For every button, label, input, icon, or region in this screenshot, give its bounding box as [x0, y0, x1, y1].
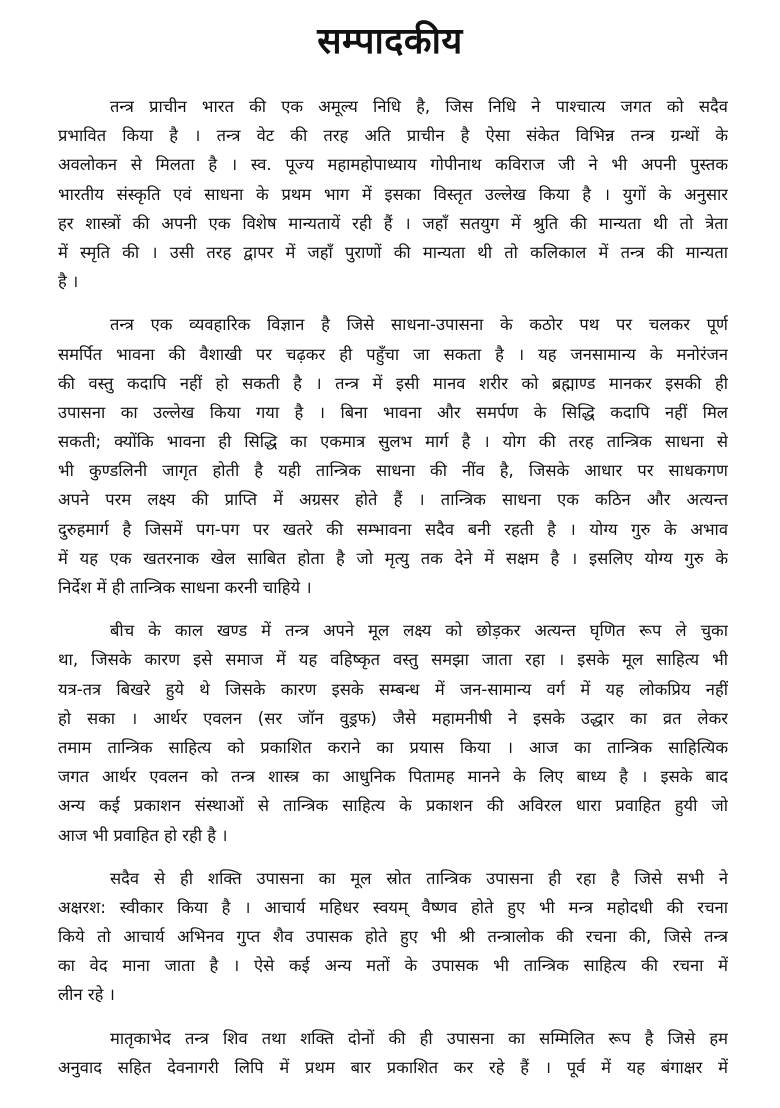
text-line: में यह एक खतरनाक खेल साबित होता है जो मृत्यु तक देने में सक्षम है । इसलिए योग्य गुरु के	[58, 548, 728, 568]
text-line: किये तो आचार्य अभिनव गुप्त शैव उपासक होते हुए भी श्री तन्त्रालोक की रचना की, जिसे तन्त्र	[58, 927, 728, 947]
text-line: अन्य कई प्रकाशन संस्थाओं से तान्त्रिक साहित्य के प्रकाशन की अविरल धारा प्रवाहित हुयी जो	[58, 796, 728, 816]
text-line: मातृकाभेद तन्त्र शिव तथा शक्ति दोनों की ही उपासना का सम्मिलित रूप है जिसे हम	[110, 1028, 728, 1048]
text-line: तन्त्र एक व्यवहारिक विज्ञान है जिसे साधना-उपासना के कठोर पथ पर चलकर पूर्ण	[110, 315, 728, 335]
text-line: निर्देश में ही तान्त्रिक साधना करनी चाहिये ।	[58, 578, 312, 597]
text-line: की वस्तु कदापि नहीं हो सकती है । तन्त्र में इसी मानव शरीर को ब्रह्माण्ड मानकर इसकी ही	[58, 373, 728, 393]
paragraph-1	[58, 92, 728, 296]
text-line: अनुवाद सहित देवनागरी लिपि में प्रथम बार प्रकाशित कर रहे हैं । पूर्व में यह बंगाक्षर में	[58, 1057, 728, 1077]
text-line: प्रभावित किया है । तन्त्र वेट की तरह अति प्राचीन है ऐसा संकेत विभिन्न तन्त्र ग्रन्थों के	[58, 126, 728, 146]
text-line: समर्पित भावना की वैशाखी पर चढ़कर ही पहुँचा जा सकता है । यह जनसामान्य के मनोरंजन	[58, 344, 728, 364]
text-line: लीन रहे ।	[58, 985, 115, 1005]
text-line: अपने परम लक्ष्य की प्राप्ति में अग्रसर होते हैं । तान्त्रिक साधना एक कठिन और अत्यन्त	[58, 490, 728, 510]
text-line: सदैव से ही शक्ति उपासना का मूल स्रोत तान्त्रिक उपासना ही रहा है जिसे सभी ने	[110, 868, 728, 888]
editorial-body	[58, 92, 728, 1096]
text-line: बीच के काल खण्ड में तन्त्र अपने मूल लक्ष्य को छोड़कर अत्यन्त घृणित रूप ले चुका	[110, 621, 728, 641]
text-line: अक्षरश: स्वीकार किया है । आचार्य महिधर स्वयम् वैष्णव होते हुए भी मन्त्र महोदधी की रचना	[58, 897, 728, 917]
text-line: दुरुहमार्ग है जिसमें पग-पग पर खतरे की सम्भावना सदैव बनी रहती है । योग्य गुरु के अभाव	[58, 519, 728, 539]
text-line: हर शास्त्रों की अपनी एक विशेष मान्यतायें रही हैं । जहाँ सतयुग में श्रुति की मान्यता थी तो त्रेता	[58, 213, 728, 233]
text-line: सकती; क्योंकि भावना ही सिद्धि का एकमात्र सुलभ मार्ग है । योग की तरह तान्त्रिक साधना से	[58, 432, 728, 452]
paragraph-4	[58, 864, 728, 1010]
text-line: आज भी प्रवाहित हो रही है ।	[58, 825, 228, 845]
paragraph-5	[58, 1024, 728, 1082]
text-line: अवलोकन से मिलता है । स्व. पूज्य महामहोपाध्याय गोपीनाथ कविराज जी ने भी अपनी पुस्तक	[58, 155, 728, 175]
text-line: तन्त्र प्राचीन भारत की एक अमूल्य निधि है, जिस निधि ने पाश्चात्य जगत को सदैव	[110, 97, 728, 116]
text-line: था, जिसके कारण इसे समाज में यह वहिष्कृत वस्तु समझा जाता रहा । इसके मूल साहित्य भी	[58, 650, 728, 670]
text-line: भी कुण्डलिनी जागृत होती है यही तान्त्रिक साधना की नींव है, जिसके आधार पर साधकगण	[58, 461, 728, 481]
paragraph-2	[58, 310, 728, 602]
text-line: है ।	[58, 272, 79, 292]
paragraph-3	[58, 616, 728, 850]
text-line: हो सका । आर्थर एवलन (सर जॉन वुड्रफ) जैसे महामनीषी ने इसके उद्धार का व्रत लेकर	[58, 708, 728, 728]
page-title: सम्पादकीय	[317, 21, 463, 62]
text-line: तमाम तान्त्रिक साहित्य को प्रकाशित कराने का प्रयास किया । आज का तान्त्रिक साहित्यिक	[58, 737, 728, 757]
text-line: में स्मृति की । उसी तरह द्वापर में जहाँ पुराणों की मान्यता थी तो कलिकाल में तन्त्र की मान्यता	[58, 242, 728, 262]
text-line: भारतीय संस्कृति एवं साधना के प्रथम भाग में इसका विस्तृत उल्लेख किया है । युगों के अनुसार	[58, 184, 728, 204]
text-line: का वेद माना जाता है । ऐसे कई अन्य मतों के उपासक भी तान्त्रिक साहित्य की रचना में	[58, 956, 728, 976]
text-line: उपासना का उल्लेख किया गया है । बिना भावना और समर्पण के सिद्धि कदापि नहीं मिल	[58, 402, 728, 422]
text-line: जगत आर्थर एवलन को तन्त्र शास्त्र का आधुनिक पितामह मानने के लिए बाध्य है । इसके बाद	[58, 767, 728, 787]
text-line: यत्र-तत्र बिखरे हुये थे जिसके कारण इसके सम्बन्ध में जन-सामान्य वर्ग में यह लोकप्रिय नहीं	[58, 679, 728, 699]
